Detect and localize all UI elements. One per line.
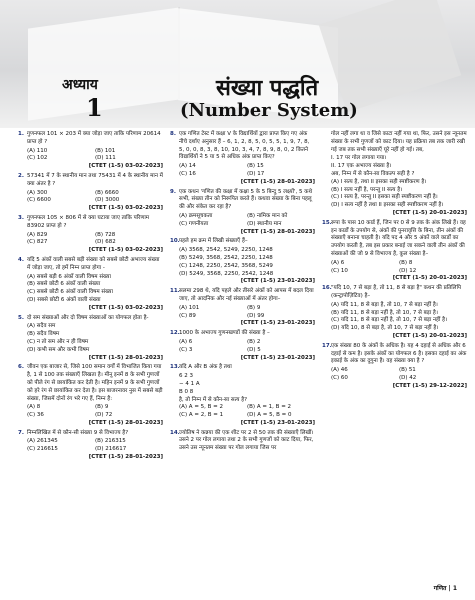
option: (C) 216615 [27,446,58,453]
question-text: रूपा के पास 10 कार्ड हैं, जिन पर 0 से 9 तक के अंक लिखे हैं। वह इन कार्डों के उपयोग से, अंकों की पुनरावृत्ति के बिना, तीन अंकों की संख्याएँ बनाना चाहती है। यदि पद 4 और 5 अंकों वाले कार्डों का उपयोग करती है, तब इस प्रकार बनाई जा सकने वाली तीन अंकों की संख्याओं की जो 9 से विभाज्य है, कुल संख्या है– [331,219,466,257]
question-number: 3. [18,214,24,221]
options-grid [18,232,163,248]
option: (C) I सत्य है, परन्तु II इसका सही स्पष्टीकरण नहीं है। [331,194,438,201]
question-text: दो सम संख्याओं और दो विषम संख्याओं का योगफल होता है- [27,314,149,321]
exam-source: [CTET (1-5) 28-01-2023] [88,419,163,426]
option: (B) नामिक मान को [247,212,288,219]
question-item [170,330,315,338]
option: (A) A = 5, B = 2 [179,404,224,411]
option: (D) स्थानीय मान [247,220,282,227]
question-item [322,131,467,154]
option: (A) I सत्य है, तथा II इसका सही स्पष्टीकरण है। [331,178,427,185]
options-grid [170,305,315,321]
question-text: गुणनफल 105 × 806 में से क्या घटाया जाए ताकि परिणाम 83902 प्राप्त हो ? [27,214,150,229]
options-grid [170,339,315,355]
exam-source: [CTET (1-5) 28-01-2023] [88,354,163,361]
exam-source: [CTET (1-5) 03-02-2023] [88,163,163,170]
exam-source: [CTET (1-5) 28-01-2023] [88,454,163,461]
options-list [322,302,467,333]
options-grid [170,163,315,179]
question-number: 8. [170,131,176,137]
question-number: 10. [170,238,180,245]
chapter-label: अध्याय [62,77,98,93]
question-number: 16. [322,285,332,292]
exam-source: [CTET (1-5) 29-12-2022] [392,382,467,389]
exam-source: [CTET (1-5) 23-01-2023] [240,278,315,285]
options-grid [18,148,163,164]
option: (B) A = 1, B = 2 [247,404,292,411]
option: (A) सदैव सम [27,323,56,330]
book-illustration [28,7,180,120]
option: (C) 16 [179,170,196,177]
question-number: 4. [18,256,24,263]
option: (A) 14 [179,163,196,170]
options-grid [18,190,163,206]
option: (B) 216315 [95,438,126,445]
option: (C) A = 2, B = 1 [179,412,224,419]
question-column-3 [322,131,467,393]
question-text: 1000 के अभाज्य गुणनखण्डों की संख्या है – [179,330,270,337]
question-number: 11. [170,288,180,295]
option: (D) 3000 [95,197,120,204]
option: (C) 827 [27,239,48,246]
option: (A) 101 [179,304,200,311]
option: (D) 5 [247,346,261,353]
exam-source: [CTET (1-5) 28-01-2023] [240,178,315,185]
option: (B) 6660 [95,189,119,196]
question-text: एक गणित टेस्ट में कक्षा V के विद्यार्थियों द्वारा प्राप्त किए गए अंक नीचे दर्शाए अनुसार हैं – 6, 1, 2, 8, 5, 0, 5, 5, 1, 9, 7, 8, 5, 0, 0, 8, 3, 8, 10, 10, 3, 4, 7, 8, 9, 8, 0, 2 कितने विद्यार्थियों ने 5 या 5 से अधिक अंक प्राप्त किए? [179,131,310,161]
option: (D) I सत्य नहीं है तथा II इसका सही स्पष्टीकरण नहीं है। [331,202,444,209]
option: (B) 101 [95,147,116,154]
question-number: 12. [170,330,180,337]
exam-source: [CTET (1-5) 20-01-2023] [392,332,467,339]
question-item [322,343,467,366]
options-list [322,179,467,210]
question-item [18,430,163,438]
option: I. 17 पर गोल लगाया गया। [331,155,387,162]
option: (A) यदि 11, 8 से बड़ा है, तो 10, 7 से बड़ा नहीं है। [331,301,438,308]
option: (A) 110 [27,147,48,154]
question-number: 14. [170,429,180,436]
question-item [322,220,467,259]
question-item [322,285,467,301]
question-column-2 [170,131,315,454]
option: (C) 36 [27,412,44,419]
options-grid [170,213,315,229]
subtraction-layout [170,373,315,396]
exam-source: [CTET (1-5) 23-01-2023] [240,320,315,327]
option: (C) 1248, 2250, 2542, 3568, 5249 [179,262,273,269]
option: (B) यदि 11, 8 से बड़ा नहीं है, तो 10, 7 से बड़ा है। [331,309,438,316]
question-item [170,189,315,212]
exam-source: [CTET (1-5) 03-02-2023] [88,205,163,212]
question-text: सलमा 298 थे, यदि पहले और तीसरे अंकों को आपस में बदल दिया जाए, तो आदनिक और नई संख्याओं में अंतर होगा– [179,288,314,302]
options-list [170,247,315,278]
subtraction-line: − 4 1 A [179,380,200,387]
book-illustration [319,0,462,112]
chapter-number: 1 [86,93,103,122]
option: (D) 42 [399,374,417,381]
question-item [18,131,163,147]
option: (C) सबसे छोटी 6 अंकों वाली विषम संख्या [27,289,113,296]
question-item [170,131,315,162]
option: II. 17 एक अभाज्य संख्या है। [331,163,392,170]
exam-source: [CTET (1-5) 20-01-2023] [392,209,467,216]
question-number [322,131,331,154]
exam-source: [CTET (1-5) 03-02-2023] [88,247,163,254]
question-text: "यदि 10, 7 से बड़ा है, तो 11, 8 से बड़ा है" कथन की प्रतिलिपि (कन्ट्रापोज़िटिव) है– [331,285,461,299]
option: (A) 261345 [27,438,58,445]
chapter-title-hindi: संख्या पद्धति [216,75,319,101]
question-item [170,288,315,304]
exam-source: [CTET (1-5) 20-01-2023] [392,275,467,282]
option: (A) 3568, 2542, 5249, 2250, 1248 [179,247,273,254]
option: (A) सबसे बड़ी 6 अंकों वाली विषम संख्या [27,273,111,280]
options-grid [170,404,315,420]
option: (D) 216617 [95,446,127,453]
question-text: यदि 5 अंकों वाली सबसे बड़ी संख्या को सबसे छोटी अभाज्य संख्या में जोड़ा जाए, तो हमें निम्न प्राप्त होगा - [27,256,160,271]
question-number: 5. [18,314,24,321]
question-text: एक कथन 'गणित की कक्षा में कक्षा 5 के 5 बिन्दु 5 लक्ष्यों', 5 कथे सभी, संख्या तीन को निरूपित करते हैं। कथवा संख्या के बिना पहलू की और संकेत कर रहा है? [179,188,312,211]
option: (A) 6 [331,259,345,266]
chapter-title-english: (Number System) [180,100,358,121]
question-item [18,215,163,231]
subtraction-line: B 0 8 [179,388,194,395]
question-text: अब, निम्न में से कौन-सा विकल्प सही है ? [331,170,415,177]
option: (D) 682 [95,239,116,246]
option: (B) 2 [247,338,261,345]
option: (D) 72 [95,412,113,419]
options-grid [18,404,163,420]
exam-source: [CTET (1-5) 28-01-2023] [240,228,315,235]
question-text: यदि A और B अंक है तथा [179,364,232,371]
question-number: 13. [170,364,180,371]
page-footer: गणित | 1 [433,585,457,592]
exam-source: [CTET (1-5) 03-02-2023] [88,304,163,311]
option: (C) 89 [179,312,196,319]
options-list [18,274,163,305]
option: (D) 17 [247,170,265,177]
option: (D) यदि 10, 8 से बड़ा है, तो 10, 7 से बड़ा नहीं है। [331,325,439,332]
question-number: 1. [18,131,24,137]
option: (A) क्रमसूचकता [179,212,213,219]
option: (B) सदैव विषम [27,331,60,338]
option: (A) 6 [179,338,193,345]
options-list [18,323,163,354]
question-item [170,430,315,453]
option: (B) 728 [95,231,116,238]
option: (B) 5249, 3568, 2542, 2250, 1248 [179,254,273,261]
option: (B) 15 [247,163,264,170]
option: (D) 5249, 3568, 2250, 2542, 1248 [179,270,274,277]
question-text: गुणनफल 101 × 203 में क्या जोड़ा जाए ताकि परिणाम 20614 प्राप्त हो ? [27,131,161,145]
question-number: 15. [322,219,332,226]
subtraction-line: 6 2 3 [179,373,193,380]
question-text: एक संख्या 80 के अंकों के अधिक है। यह 4 दहाई से अधिक और 6 दहाई से कम है। इसके अंकों का योगफल 6 है। इसका दहाई का अंक इकाई के अंक का दुगुना है। वह संख्या क्या है ? [331,342,467,365]
option: (D) 111 [95,155,116,162]
question-text: गोल नहीं लगा था व जिसे काटा नहीं गया था, फिर, उसने इस न्यूनतम संख्या के सभी गुणजों को काट दिया। यह प्रक्रिया तब तक जारी रखी गई जब तक सभी संख्याएँ घूरे नहीं हो गई। तब, [331,131,467,153]
question-item [18,257,163,273]
chapter-banner [0,0,475,128]
question-text: ज्योतिष ने कन्नया की एक शीट पर 2 से 50 तक की संख्याएँ लिखीं। उसने 2 पर गोल लगाया तथा 2 के सभी गुणजों को काट दिया, फिर, उसने उस न्यूनतम संख्या पर गोल लगाया जिस पर [179,429,314,452]
option: (D) 12 [399,267,417,274]
question-text: निम्नलिखित में से कौन-सी संख्या 9 से विभाज्य है? [27,429,129,436]
question-item [18,173,163,189]
options-grid [18,438,163,454]
question-number: 7. [18,429,24,436]
question-column-1 [18,131,163,464]
question-text: पहले हम क्रम में लिखी संख्याएँ हैं– [179,238,248,245]
exam-source: [CTET (1-5) 23-01-2023] [240,419,315,426]
question-number: 2. [18,172,24,179]
options-list [322,155,467,171]
option: (C) यदि 11, 8 से बड़ा नहीं है, तो 10, 7 से बड़ा नहीं है। [331,317,448,324]
option: (A) 300 [27,189,48,196]
question-text: जीवन एक बाजार से, जिसे 100 समान वर्गों में विभाजित किया गया है, 1 से 100 तक संख्याएँ लिखता है। मीनू इनमें 8 के सभी गुणजों को पीले रंग से छायांकित कर देती है। महिन इनमें 9 के सभी गुणजों को हरे रंग से छायांकित कर देता है। इस बाजरनावर नुस में सबसे बड़ी संख्या, जिसमें दोनों रंग भरे गए हैं, निम्न है: [27,364,163,402]
option: (C) गणनीयता [179,220,209,227]
option: (B) I सत्य नहीं है, परन्तु II सत्य है। [331,186,403,193]
question-text: 57341 में 7 के स्थानीय मान तथा 75431 में 4 के स्थानीय मान में क्या अंतर है ? [27,172,163,187]
option: (B) 51 [399,367,416,374]
question-number: 17. [322,342,332,349]
question-item [170,364,315,372]
options-grid [322,367,467,383]
option: (B) सबसे छोटी 6 अंकों वाली संख्या [27,281,101,288]
option: (C) 3 [179,346,193,353]
option: (C) 10 [331,267,348,274]
option: (D) 99 [247,312,265,319]
option: (C) 60 [331,374,348,381]
question-item [170,238,315,246]
options-grid [322,260,467,276]
option: (B) 8 [399,259,413,266]
option: (C) 6600 [27,197,51,204]
option: (B) 9 [95,404,109,411]
option: (C) 102 [27,155,48,162]
option: (B) 9 [247,304,261,311]
option: (C) न तो सम और न ही विषम [27,338,89,345]
question-number: 6. [18,364,24,371]
option: (D) A = 5, B = 0 [247,412,292,419]
option: (D) कभी सम और कभी विषम [27,346,90,353]
question-text: है, तो निम्न में से कौन-सा सत्य है? [179,396,248,403]
option: (A) 46 [331,367,348,374]
question-item [18,315,163,323]
option: (D) सबसे छोटी 6 अंकों वाली संख्या [27,296,101,303]
exam-source: [CTET (1-5) 23-01-2023] [240,354,315,361]
option: (A) 829 [27,231,48,238]
question-number: 9. [170,188,176,195]
question-item [18,364,163,403]
option: (A) 8 [27,404,41,411]
